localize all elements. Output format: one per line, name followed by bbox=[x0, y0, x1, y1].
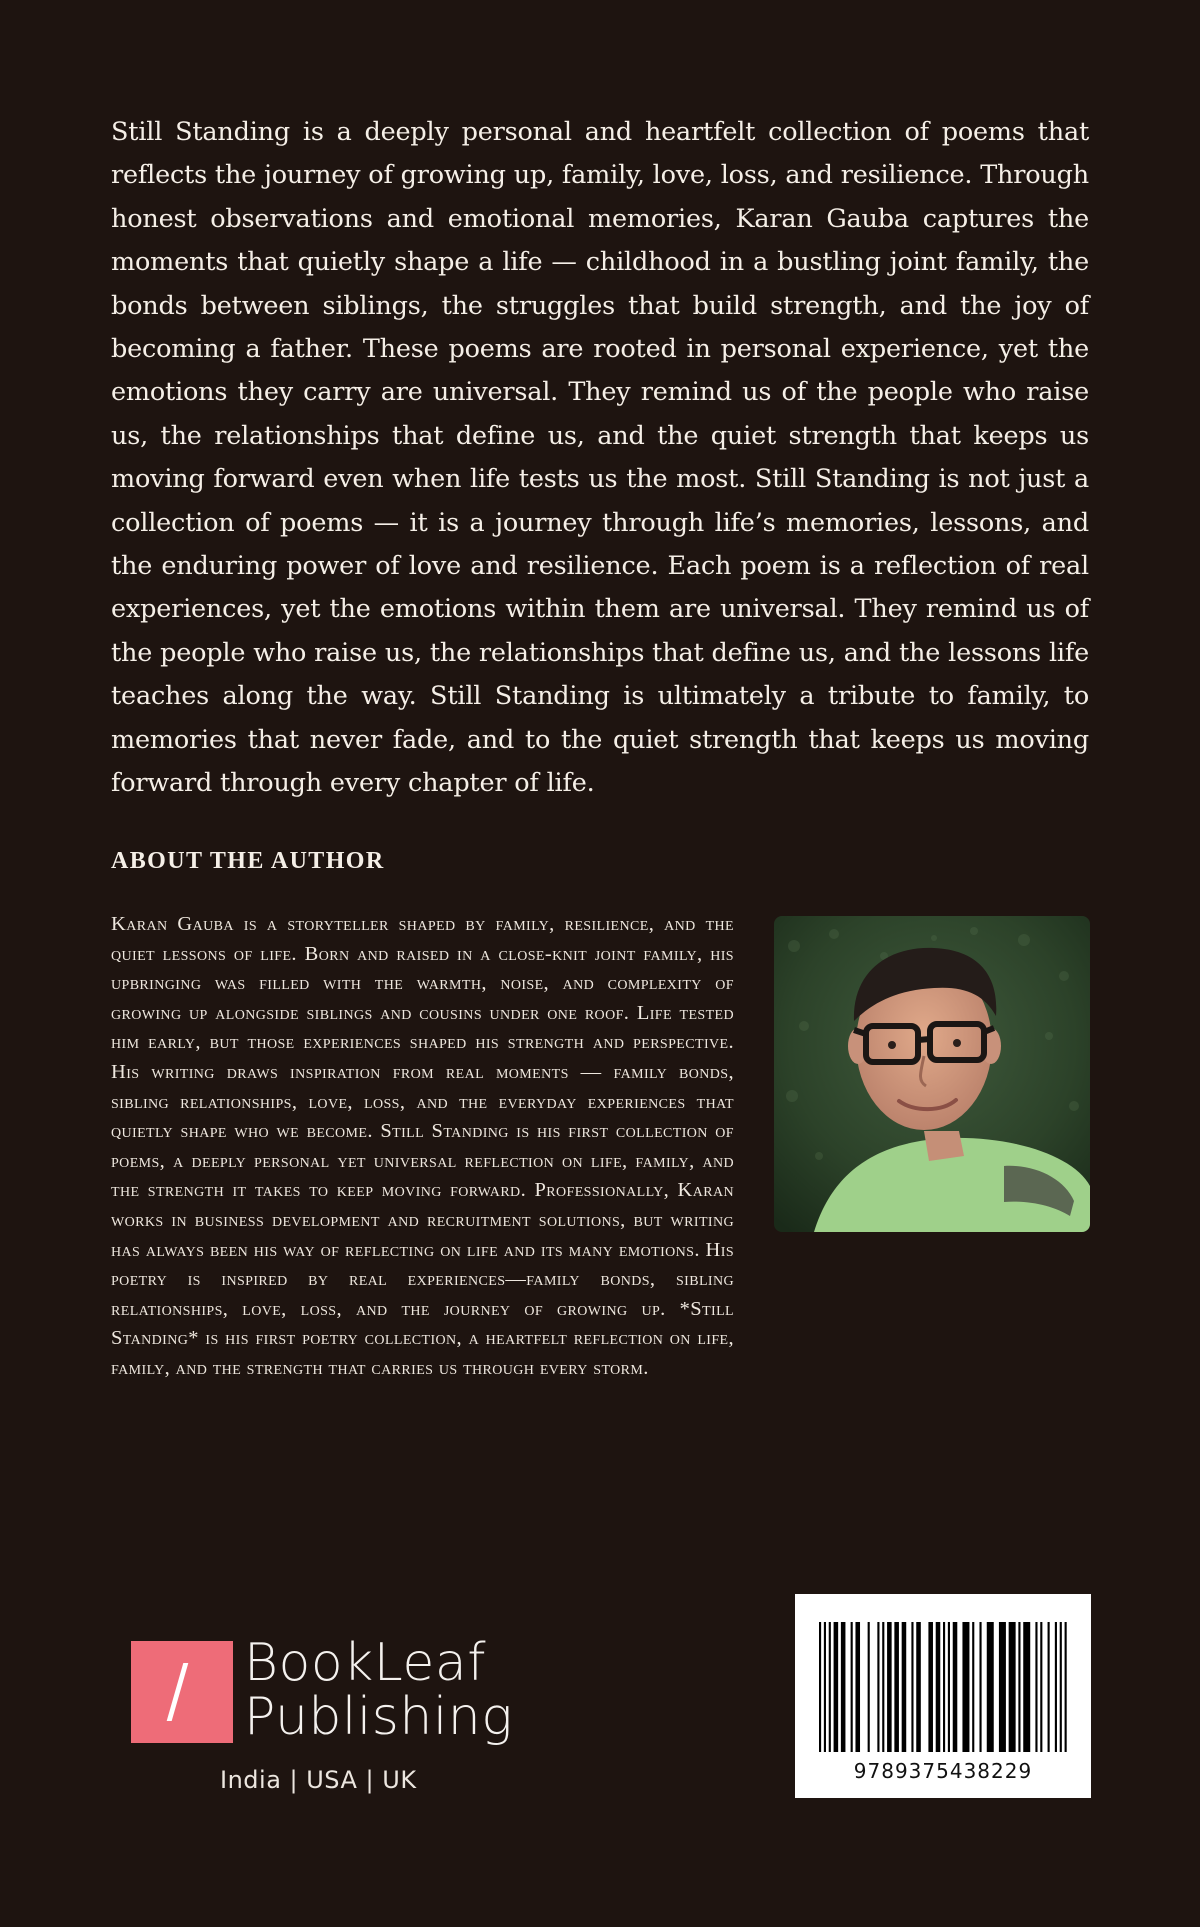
barcode-bar bbox=[1009, 1622, 1016, 1752]
barcode-bar bbox=[936, 1622, 941, 1752]
barcode-bar bbox=[834, 1622, 839, 1752]
author-bio: Karan Gauba is a storyteller shaped by family, resilience, and the quiet lessons of life. Born and raised in a close-knit joint family, his upbringing was filled with the warmth, noise, and complexity of growing up alongside siblings and cousins under one roof. Life tested him early, but those experiences shaped his strength and perspective. His writing draws inspiration from real moments — family bonds, sibling relationships, love, loss, and the everyday experiences that quietly shape who we become. Still Standing is his first collection of poems, a deeply personal yet universal reflection on life, family, and the strength it takes to keep moving forward. Professionally, Karan works in business development and recruitment solutions, but writing has always been his way of reflecting on life and its many emotions. His poetry is inspired by real experiences—family bonds, sibling relationships, love, loss, and the journey of growing up. *Still Standing* is his first poetry collection, a heartfelt reflection on life, family, and the strength that carries us through every storm. bbox=[111, 913, 734, 1379]
barcode-bar bbox=[877, 1622, 879, 1752]
barcode-bar bbox=[928, 1622, 933, 1752]
barcode-bar bbox=[882, 1622, 884, 1752]
barcode-bar bbox=[1035, 1622, 1037, 1752]
isbn-barcode bbox=[795, 1594, 1091, 1798]
barcode-bar bbox=[1023, 1622, 1030, 1752]
barcode-bar bbox=[948, 1622, 950, 1752]
barcode-bar bbox=[953, 1622, 958, 1752]
barcode-bar bbox=[819, 1622, 821, 1752]
barcode-bar bbox=[972, 1622, 974, 1752]
about-author-heading: ABOUT THE AUTHOR bbox=[111, 848, 385, 874]
barcode-bar bbox=[841, 1622, 846, 1752]
publisher-logo bbox=[131, 1633, 513, 1751]
barcode-bar bbox=[887, 1622, 892, 1752]
barcode-bar bbox=[1048, 1622, 1050, 1752]
barcode-bar bbox=[979, 1622, 981, 1752]
author-photo bbox=[774, 916, 1090, 1232]
barcode-bar bbox=[1060, 1622, 1062, 1752]
barcode-bar bbox=[962, 1622, 969, 1752]
barcode-bar bbox=[987, 1622, 994, 1752]
barcode-bar bbox=[851, 1622, 853, 1752]
isbn-number: 9789375438229 bbox=[853, 1759, 1033, 1783]
barcode-bar bbox=[829, 1622, 831, 1752]
barcode-bar bbox=[1055, 1622, 1057, 1752]
barcode-bars bbox=[819, 1622, 1067, 1752]
barcode-bar bbox=[1040, 1622, 1042, 1752]
publisher-regions: India | USA | UK bbox=[220, 1766, 417, 1794]
barcode-bar bbox=[855, 1622, 860, 1752]
author-portrait-icon bbox=[774, 916, 1090, 1232]
slash-mark bbox=[167, 1663, 189, 1721]
barcode-bar bbox=[943, 1622, 945, 1752]
barcode-bar bbox=[916, 1622, 921, 1752]
barcode-bar bbox=[868, 1622, 870, 1752]
barcode-bar bbox=[911, 1622, 913, 1752]
publisher-name-line2: Publishing bbox=[244, 1687, 513, 1747]
barcode-bar bbox=[1065, 1622, 1067, 1752]
bookleaf-logo-icon bbox=[131, 1641, 233, 1743]
barcode-bar bbox=[894, 1622, 899, 1752]
barcode-bar bbox=[902, 1622, 907, 1752]
book-blurb: Still Standing is a deeply personal and heartfelt collection of poems that reflects the journey of growing up, family, love, loss, and resilience. Through honest observations and emotional memories, Karan Gauba captures the moments that quietly shape a life — childhood in a bustling joint family, the bonds between siblings, the struggles that build strength, and the joy of becoming a father. These poems are rooted in personal experience, yet the emotions they carry are universal. They remind us of the people who raise us, the relationships that define us, and the quiet strength that keeps us moving forward even when life tests us the most. Still Standing is not just a collection of poems — it is a journey through life’s memories, lessons, and the enduring power of love and resilience. Each poem is a reflection of real experiences, yet the emotions within them are universal. They remind us of the people who raise us, the relationships that define us, and the lessons life teaches along the way. Still Standing is ultimately a tribute to family, to memories that never fade, and to the quiet strength that keeps us moving forward through every chapter of life. bbox=[111, 117, 1089, 799]
barcode-bar bbox=[824, 1622, 826, 1752]
barcode-bar bbox=[1018, 1622, 1020, 1752]
publisher-name-line1: BookLeaf bbox=[244, 1633, 487, 1693]
barcode-bar bbox=[999, 1622, 1006, 1752]
